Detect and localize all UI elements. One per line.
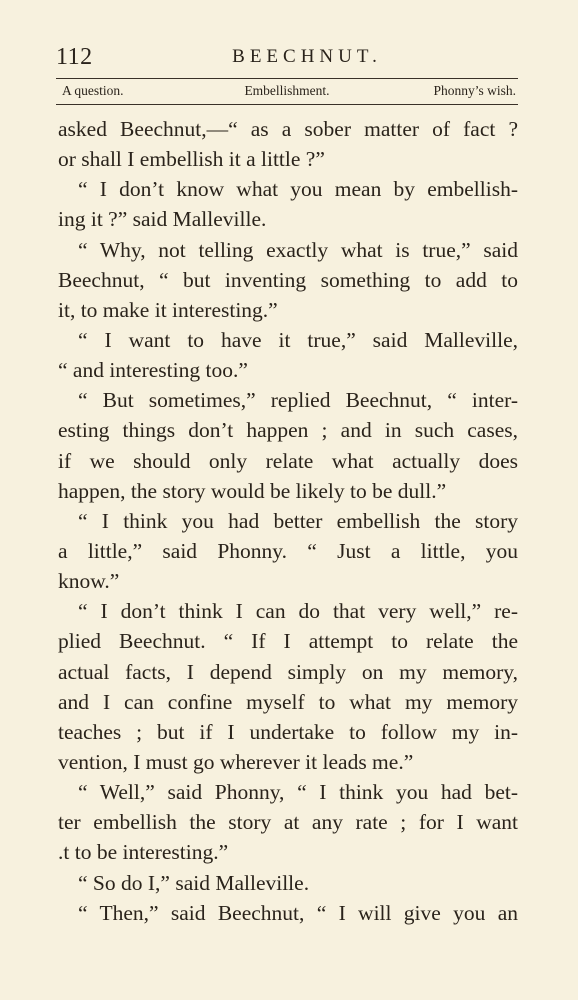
running-title: BEECHNUT. — [232, 46, 382, 67]
text-line: plied Beechnut. “ If I attempt to relate the — [58, 629, 518, 654]
text-line: “ and interesting too.” — [58, 358, 248, 383]
text-line: actual facts, I depend simply on my memory, — [58, 659, 518, 684]
text-line: a little,” said Phonny. “ Just a little, you — [58, 538, 518, 563]
text-line: it, to make it interesting.” — [58, 297, 278, 322]
text-line: teaches ; but if I undertake to follow my in- — [58, 719, 518, 744]
text-line: asked Beechnut,—“ as a sober matter of fact ? — [58, 117, 518, 141]
text-line: “ Then,” said Beechnut, “ I will give you an — [78, 900, 518, 925]
text-line: ing it ?” said Malleville. — [58, 207, 267, 232]
text-line: “ I think you had better embellish the story — [78, 508, 518, 533]
text-line: “ Why, not telling exactly what is true,” said — [78, 237, 518, 262]
header-rule-top — [56, 78, 518, 79]
text-line: “ I don’t think I can do that very well,” re- — [78, 599, 518, 624]
text-line: ter embellish the story at any rate ; for I want — [58, 810, 518, 835]
subhead-left: A question. — [62, 83, 124, 98]
text-line: “ Well,” said Phonny, “ I think you had bet- — [78, 780, 518, 805]
text-line: vention, I must go wherever it leads me.” — [58, 749, 414, 774]
text-line: “ I want to have it true,” said Malleville, — [78, 327, 518, 352]
header-rule-bottom — [56, 104, 518, 105]
text-line: .t to be interesting.” — [58, 840, 229, 865]
text-line: or shall I embellish it a little ?” — [58, 147, 325, 172]
section-subheads — [58, 83, 516, 103]
text-line: esting things don’t happen ; and in such cases, — [58, 418, 518, 443]
text-line: know.” — [58, 569, 120, 594]
text-line: Beechnut, “ but inventing something to add to — [58, 267, 518, 292]
text-line: “ So do I,” said Malleville. — [78, 870, 310, 895]
page-header — [56, 40, 518, 76]
text-line: and I can confine myself to what my memory — [58, 689, 518, 714]
subhead-center: Embellishment. — [244, 83, 330, 98]
body-text — [58, 114, 518, 928]
text-line: “ But sometimes,” replied Beechnut, “ inter- — [78, 388, 518, 413]
text-line: if we should only relate what actually does — [58, 448, 518, 473]
page-number: 112 — [56, 44, 93, 70]
text-line: happen, the story would be likely to be dull.” — [58, 478, 447, 503]
subhead-right: Phonny’s wish. — [433, 83, 516, 98]
text-line: “ I don’t know what you mean by embellish- — [78, 177, 518, 202]
